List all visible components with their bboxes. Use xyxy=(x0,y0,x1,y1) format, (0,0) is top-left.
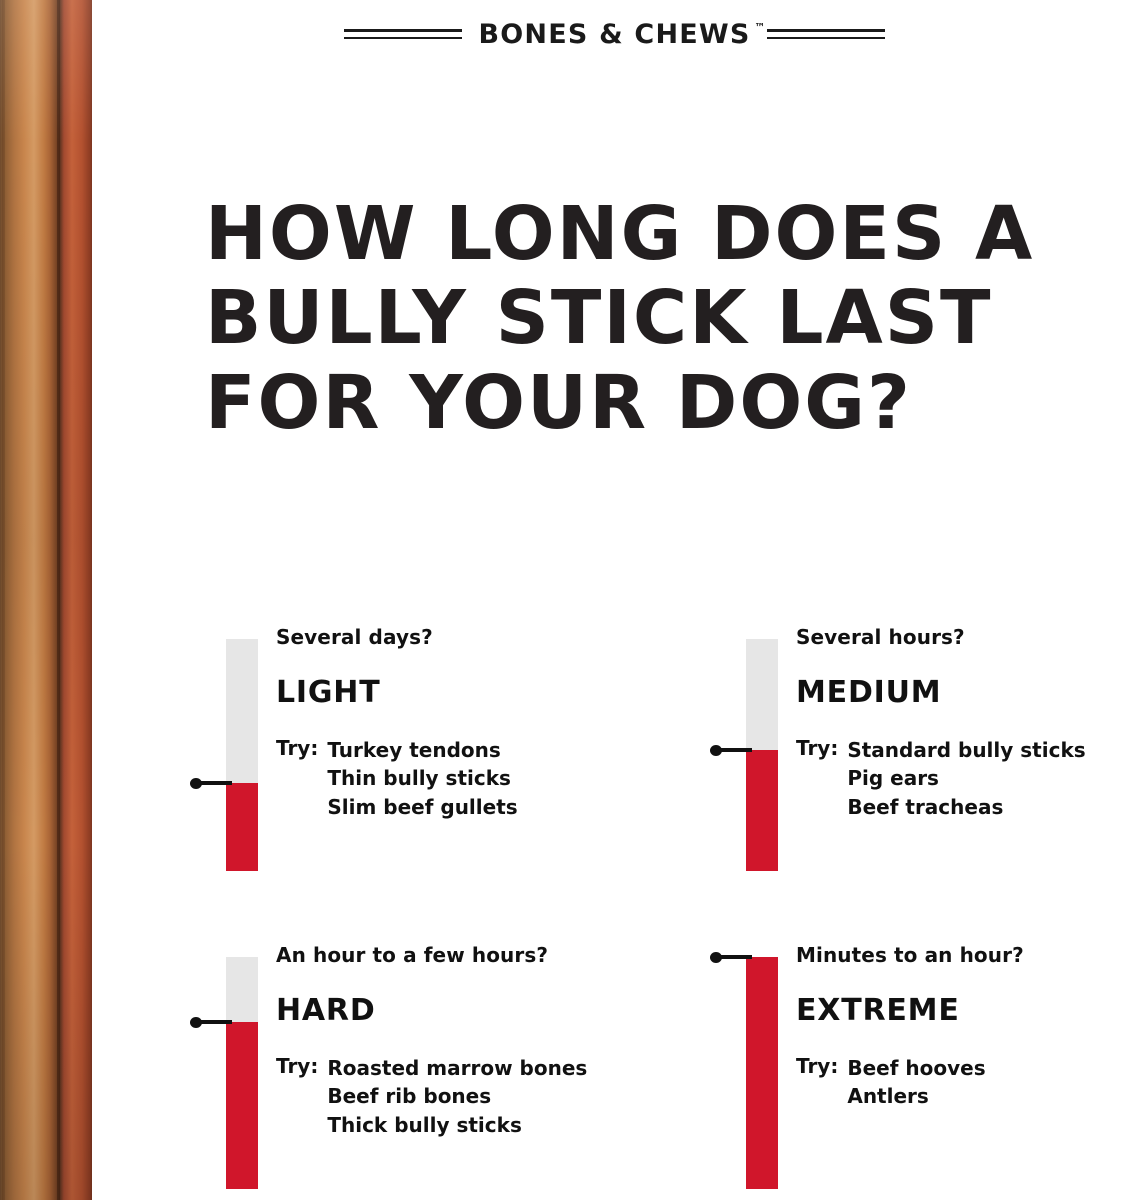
list-item: Pig ears xyxy=(847,766,939,791)
double-rule-icon xyxy=(344,29,462,39)
try-list xyxy=(276,1054,646,1139)
brand-name xyxy=(478,18,767,50)
try-label: Try: xyxy=(796,736,839,760)
chew-strength-gauge xyxy=(746,957,778,1189)
level-label: EXTREME xyxy=(796,993,960,1028)
question-label: Several days? xyxy=(276,625,433,649)
gauge-fill xyxy=(746,957,778,1189)
gauge-pointer-icon xyxy=(190,1017,232,1027)
list-item: Slim beef gullets xyxy=(327,794,518,819)
try-list xyxy=(796,736,1137,821)
list-item: Beef tracheas xyxy=(847,794,1004,819)
bully-stick-photo xyxy=(0,0,92,1200)
gauge-pointer-icon xyxy=(710,952,752,962)
try-label: Try: xyxy=(276,736,319,760)
headline-line-1: HOW LONG DOES A xyxy=(205,191,1035,277)
question-label: An hour to a few hours? xyxy=(276,943,549,967)
trademark-symbol: ™ xyxy=(754,20,767,34)
gauge-pointer-icon xyxy=(710,745,752,755)
list-item: Standard bully sticks xyxy=(847,738,1086,762)
question-label: Several hours? xyxy=(796,625,965,649)
chew-strength-gauge xyxy=(226,957,258,1189)
list-item: Turkey tendons xyxy=(327,738,501,762)
list-item: Thick bully sticks xyxy=(327,1112,522,1137)
chew-strength-gauge xyxy=(226,639,258,871)
level-label: HARD xyxy=(276,993,376,1028)
gauge-pointer-icon xyxy=(190,778,232,788)
chew-level-grid xyxy=(176,625,1137,1200)
try-list xyxy=(276,736,646,821)
try-list xyxy=(796,1054,1137,1111)
stick-edge-shadow xyxy=(2,0,5,1200)
list-item: Antlers xyxy=(847,1084,929,1109)
chew-strength-gauge xyxy=(746,639,778,871)
question-label: Minutes to an hour? xyxy=(796,943,1024,967)
try-items xyxy=(847,736,1085,821)
try-items xyxy=(327,1054,587,1139)
headline-line-2: BULLY STICK LAST xyxy=(205,275,993,362)
try-label: Try: xyxy=(796,1054,839,1078)
list-item: Thin bully sticks xyxy=(327,766,511,791)
gauge-fill xyxy=(746,750,778,871)
headline-line-3: FOR YOUR DOG? xyxy=(205,359,912,446)
list-item: Roasted marrow bones xyxy=(327,1056,588,1080)
double-rule-icon xyxy=(767,29,885,39)
stick-seam xyxy=(57,0,60,1200)
level-label: MEDIUM xyxy=(796,675,942,710)
list-item: Beef hooves xyxy=(847,1056,986,1080)
list-item: Beef rib bones xyxy=(327,1084,492,1109)
brand-header xyxy=(92,8,1137,60)
try-items xyxy=(327,736,517,821)
gauge-fill xyxy=(226,783,258,871)
try-items xyxy=(847,1054,985,1111)
level-label: LIGHT xyxy=(276,675,381,710)
try-label: Try: xyxy=(276,1054,319,1078)
page-title xyxy=(205,192,1105,445)
brand-name-text: BONES & CHEWS xyxy=(478,18,751,50)
gauge-fill xyxy=(226,1022,258,1189)
